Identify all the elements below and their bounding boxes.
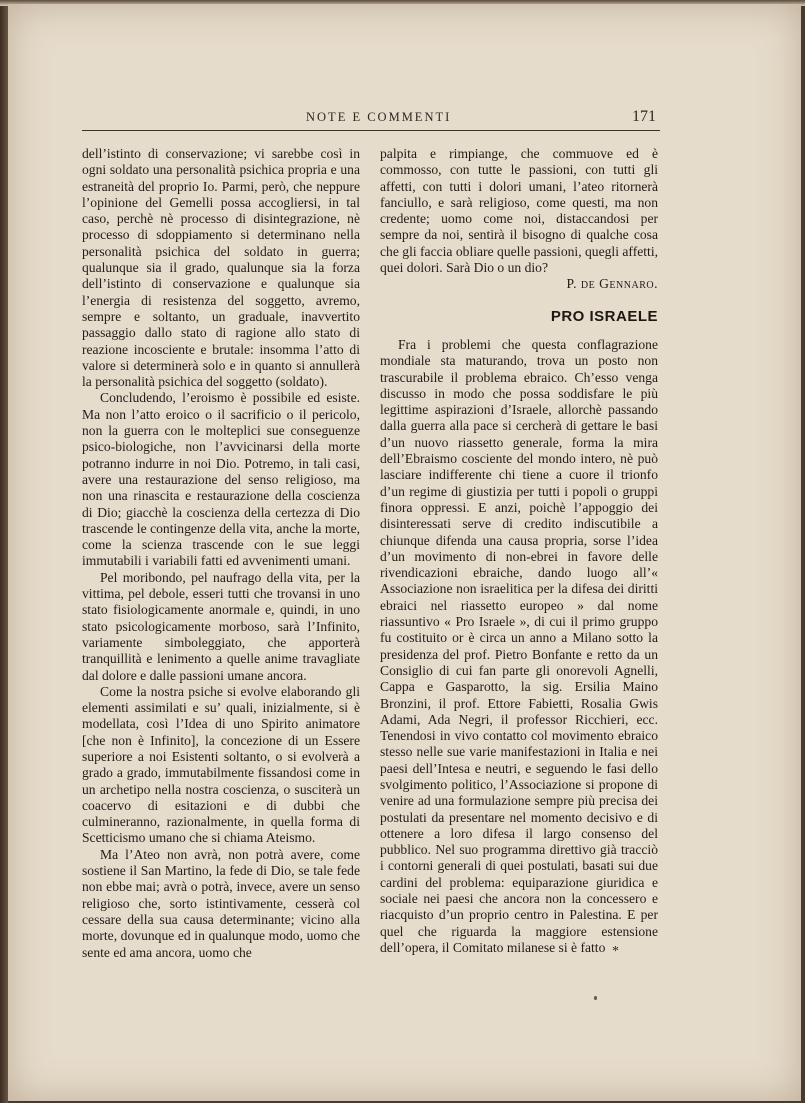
running-head: NOTE E COMMENTI — [306, 110, 452, 124]
paragraph: Ma l’Ateo non avrà, non potrà avere, come sostiene il San Martino, la fede di Dio, se tale fede non ebbe mai; avrà o potrà, invece, avere un senso religioso che, sorto istintivamente, cesserà col cessare della sua causa determinante; vicino alla morte, dovunque ed in qualunque modo, uomo che sente ed ama ancora, uomo che — [82, 846, 360, 960]
page-header — [84, 108, 660, 130]
author-signature: P. de Gennaro. — [566, 276, 658, 292]
page-number: 171 — [632, 108, 656, 125]
paragraph: Concludendo, l’eroismo è possibile ed esiste. Ma non l’atto eroico o il sacrificio o il pericolo, non la guerra con le molteplici sue conseguenze psico-biologiche, non l’avvicinarsi della morte potranno indurre in noi Dio. Potremo, in tali casi, avere una restaurazione del senso religioso, ma non una rinascita e restaurazione della coscienza di Dio; giacchè la coscienza della certezza di Dio trascende le contingenze della vita, anche la morte, come la scienza trascende con le sue leggi immutabili i variabili fatti ed avvenimenti umani. — [82, 390, 360, 569]
footer-mark: * — [612, 944, 619, 959]
paragraph: Fra i problemi che questa conflagrazione mondiale sta maturando, trova un posto non trascurabile il problema ebraico. Ch’esso venga discusso in modo che possa soddisfare le più legittime aspirazioni d’Israele, allorchè passando dalla guerra alla pace si cercherà di gettare le basi d’un nuovo riassetto generale, forma la mira dell’Ebraismo cosciente del mondo intero, nè può lasciare indifferente chi tiene a cuore il trionfo d’un regime di giustizia per tutti i popoli o gruppi finora oppressi. E anzi, poichè l’appoggio dei disinteressati serve di credito indiscutibile a chiunque difenda una causa propria, sorse l’idea d’un movimento di non-ebrei in favore delle rivendicazioni ebraiche, dando luogo all’« Associazione non israelitica per la difesa dei diritti ebraici nel riassetto europeo » dal nome riassuntivo « Pro Israele », di cui il primo gruppo fu costituito or è circa un anno a Milano sotto la presidenza del prof. Pietro Bonfante e retto da un Consiglio di cui fan parte gli onorevoli Agnelli, Cappa e Gasparotto, la sig. Ersilia Maino Bronzini, il prof. Ettore Fabietti, Rosalia Gwis Adami, Ada Negri, il professor Ricchieri, ecc. Tenendosi in vivo contatto col movimento ebraico stesso nelle sue varie manifestazioni in Italia e nei paesi dell’Intesa e neutri, e seguendo le fasi dello svolgimento politico, l’Associazione si propone di venire ad una formulazione sempre più precisa dei postulati da presentare nel momento decisivo e di ottenere a loro difesa il largo consenso del pubblico. Nel suo programma direttivo già tracciò i contorni generali di quei postulati, basati sui due cardini del problema: equiparazione giuridica e sociale nei paesi che ancora non la concessero e riacquisto d’un proprio centro in Palestina. E per quel che riguarda la maggiore estensione dell’opera, il Comitato milanese si è fatto — [380, 336, 658, 955]
ink-speck — [594, 996, 597, 1000]
right-column — [380, 146, 658, 956]
paragraph: palpita e rimpiange, che commuove ed è commosso, con tutte le passioni, con tutti gli affetti, con tutti i dolori umani, l’ateo ritornerà fanciullo, e sarà religioso, come questi, ma non credente; uomo come noi, distaccandosi per sempre da noi, sentirà il bisogno di qualche cosa che gli faccia obliare quelle passioni, quegli affetti, quei dolori. Sarà Dio o un dio? — [380, 146, 658, 276]
left-column — [82, 146, 360, 961]
paragraph: Come la nostra psiche si evolve elaborando gli elementi assimilati e su’ quali, inizialmente, si è modellata, così l’Idea di uno Spirito animatore [che non è Infinito], la concezione di un Essere superiore a noi Esistenti soltanto, o si evolverà a grado a grado, immutabilmente fissandosi come in un archetipo nella nostra coscienza, o susciterà un coacervo di esitazioni e di dubbi che culmineranno, razionalmente, in quella forma di Scetticismo umano che si chiama Ateismo. — [82, 683, 360, 846]
paragraph: Pel moribondo, pel naufrago della vita, per la vittima, pel debole, esseri tutti che trovansi in uno stato fisiologicamente anormale e, quindi, in uno stato psicologicamente morboso, sarà l’Infinito, variamente simboleggiato, che apporterà tranquillità e lenimento a quelle anime travagliate dal dolore e dalle passioni umane ancora. — [82, 569, 360, 683]
paragraph: dell’istinto di conservazione; vi sarebbe così in ogni soldato una personalità psichica propria e una estraneità del proprio Io. Parmi, però, che neppure l’opinione del Gemelli possa accogliersi, in tal caso, perchè nè processo di disintegrazione, nè processo di sdoppiamento si determinano nella personalità psichica del soldato in guerra; qualunque sia il grado, qualunque sia la forza dell’istinto di conservazione e qualunque sia l’energia di resistenza del soggetto, avremo, sempre e soltanto, un graduale, inavvertito passaggio dallo stato di ragione allo stato di reazione incosciente e brutale: insomma l’atto di valore si determinerà solo e in quanto si annullerà la personalità psichica del soggetto (soldato). — [82, 146, 360, 390]
section-title: PRO ISRAELE — [550, 307, 658, 325]
header-rule — [82, 130, 660, 131]
page-binding-edge — [0, 0, 8, 1103]
